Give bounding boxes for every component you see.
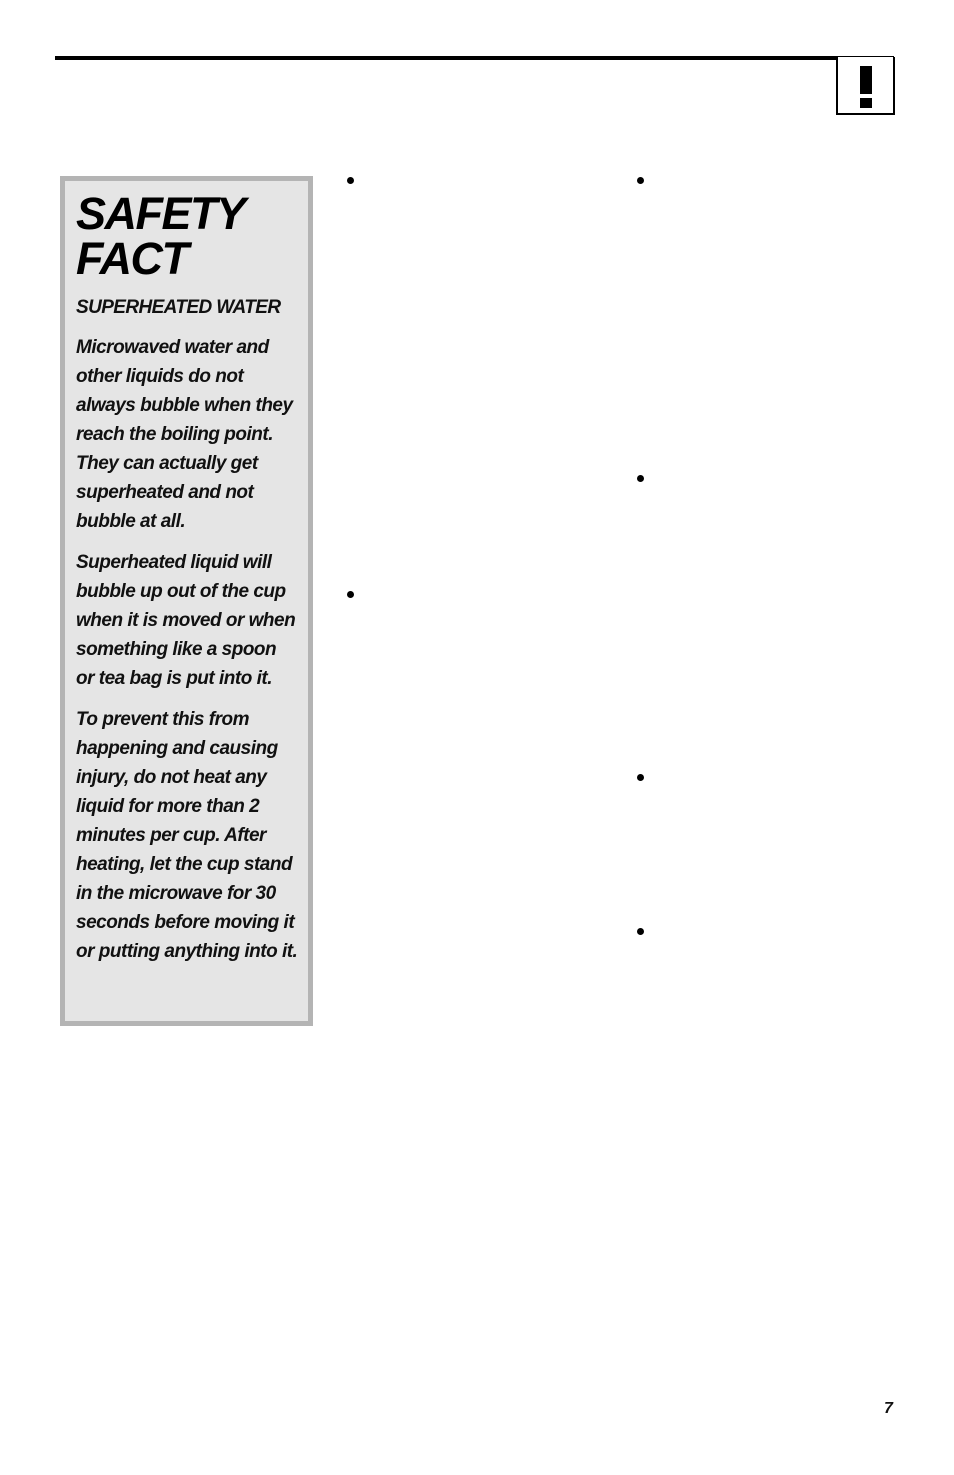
safety-fact-title-line2: FACT [76, 233, 188, 284]
safety-fact-title [76, 188, 298, 284]
safety-fact-title-line1: SAFETY [76, 188, 245, 239]
exclamation-bar [860, 66, 872, 94]
safety-fact-paragraph-3: To prevent this from happening and causing injury, do not heat any liquid for more than 2 minutes per cup. After heating, let the cup stand in the microwave for 30 seconds before moving it or putting anything into it. [76, 709, 298, 962]
bullet-marker [637, 774, 644, 781]
safety-fact-paragraph-1: Microwaved water and other liquids do not always bubble when they reach the boiling point. They can actually get superheated and not bubble at all. [76, 337, 293, 532]
page-number: 7 [884, 1400, 893, 1417]
bullet-marker [637, 928, 644, 935]
bullet-marker [637, 475, 644, 482]
safety-fact-box [60, 176, 313, 1026]
exclamation-icon [836, 57, 895, 115]
bullet-marker [347, 591, 354, 598]
header-rule [55, 56, 894, 60]
bullet-marker [347, 177, 354, 184]
safety-fact-paragraph-2: Superheated liquid will bubble up out of the cup when it is moved or when something like a spoon or tea bag is put into it. [76, 552, 296, 689]
safety-fact-subtitle: SUPERHEATED WATER [76, 297, 281, 318]
bullet-marker [637, 177, 644, 184]
exclamation-dot [860, 98, 872, 108]
